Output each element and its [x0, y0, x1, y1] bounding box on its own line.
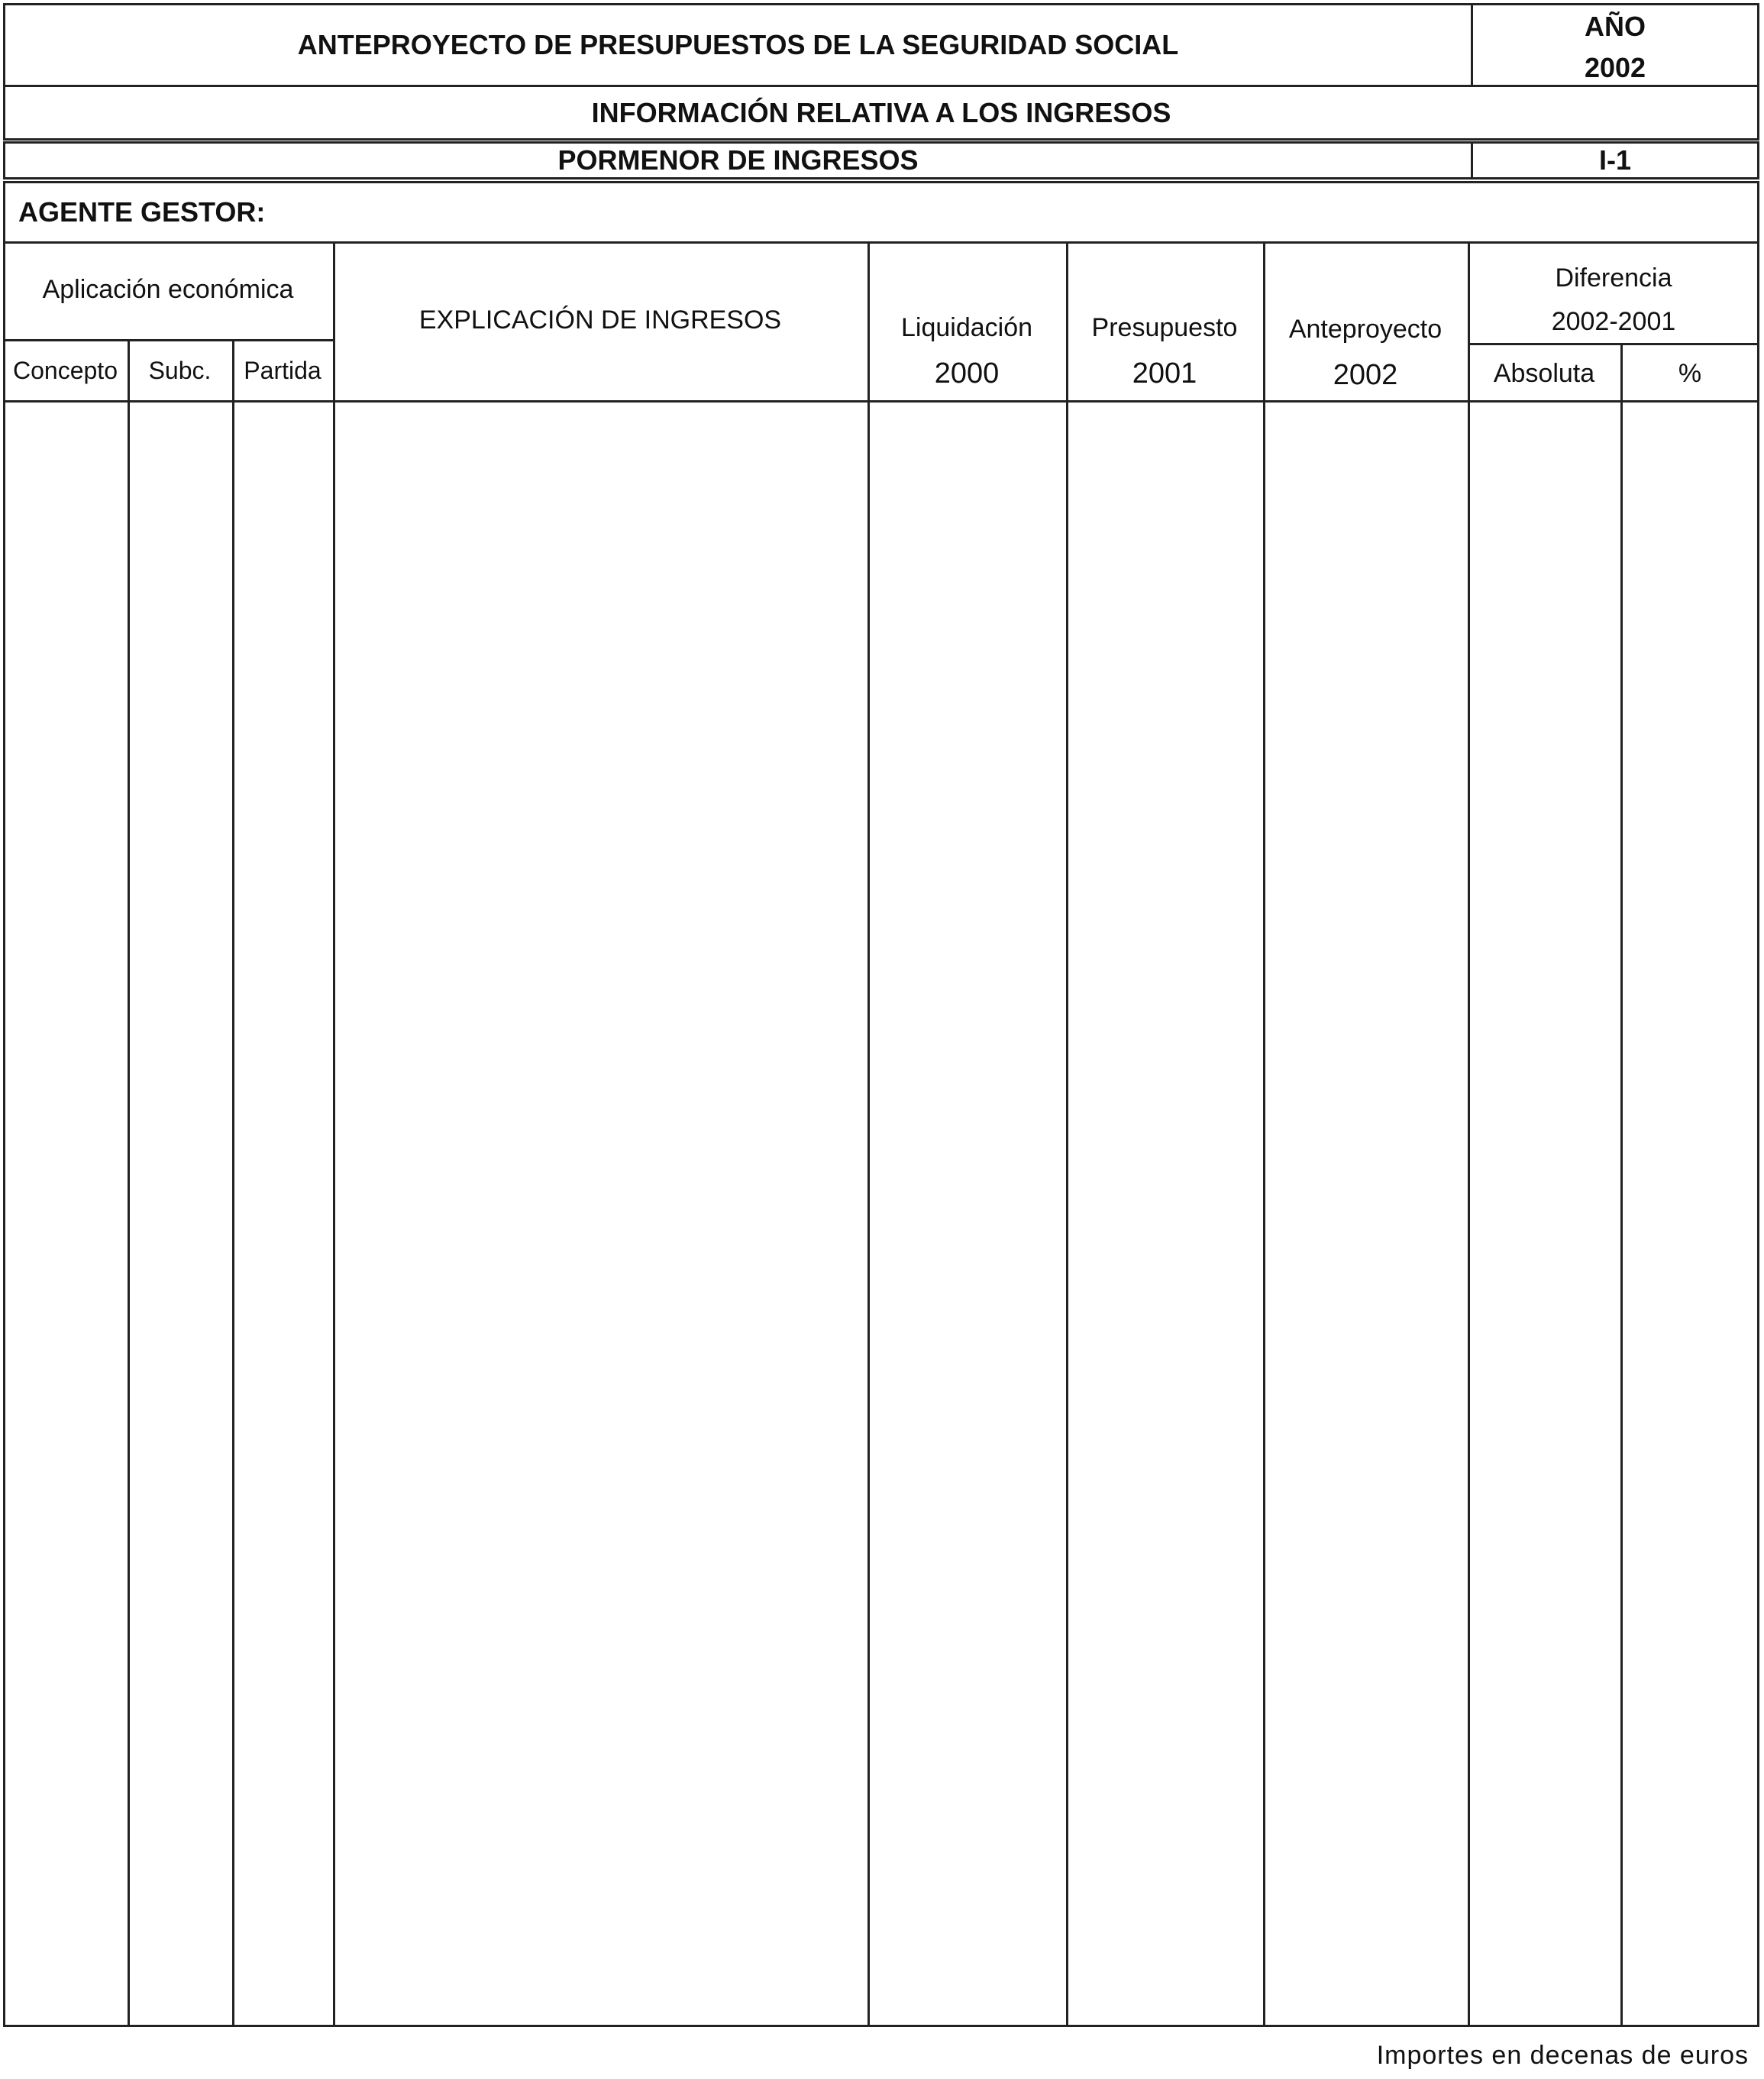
diferencia-divider — [1468, 343, 1759, 345]
col-line-presupuesto — [1263, 241, 1265, 2027]
liquidacion-year: 2000 — [934, 357, 1000, 390]
agent-label: AGENTE GESTOR: — [18, 196, 266, 228]
year-label: AÑO — [1585, 10, 1646, 42]
subc-header: Subc. — [148, 356, 212, 384]
partida-header: Partida — [244, 356, 321, 384]
subsection-title: PORMENOR DE INGRESOS — [557, 144, 919, 176]
liquidacion-header: Liquidación — [900, 312, 1033, 342]
anteproyecto-header: Anteproyecto — [1288, 314, 1443, 344]
explicacion-header: EXPLICACIÓN DE INGRESOS — [418, 305, 782, 335]
year-value: 2002 — [1584, 51, 1646, 83]
percent-header: % — [1678, 358, 1702, 388]
page-title: ANTEPROYECTO DE PRESUPUESTOS DE LA SEGURIDAD SOCIAL — [297, 29, 1179, 60]
income-table — [3, 241, 1759, 2027]
section-title: INFORMACIÓN RELATIVA A LOS INGRESOS — [591, 96, 1171, 128]
aplicacion-header: Aplicación económica — [42, 274, 294, 304]
col-line-absoluta — [1620, 343, 1623, 2027]
presupuesto-header: Presupuesto — [1091, 312, 1238, 342]
form-code: I-1 — [1598, 144, 1631, 176]
col-line-explicacion — [867, 241, 870, 2027]
col-line-subc — [232, 339, 234, 2027]
amounts-note: Importes en decenas de euros — [1376, 2041, 1749, 2070]
agent-box — [3, 181, 1759, 244]
col-line-partida — [333, 241, 335, 2027]
budget-form — [3, 3, 1759, 2027]
diferencia-header: Diferencia — [1555, 263, 1672, 293]
col-line-concepto — [128, 339, 130, 2027]
concepto-header: Concepto — [13, 356, 118, 384]
col-line-anteproyecto — [1468, 241, 1470, 2027]
diferencia-range: 2002-2001 — [1551, 307, 1676, 336]
header-divider — [3, 400, 1759, 403]
absoluta-header: Absoluta — [1493, 358, 1595, 388]
aplicacion-divider — [3, 339, 333, 341]
col-line-liquidacion — [1066, 241, 1068, 2027]
presupuesto-year: 2001 — [1132, 357, 1197, 390]
anteproyecto-year: 2002 — [1333, 358, 1398, 391]
